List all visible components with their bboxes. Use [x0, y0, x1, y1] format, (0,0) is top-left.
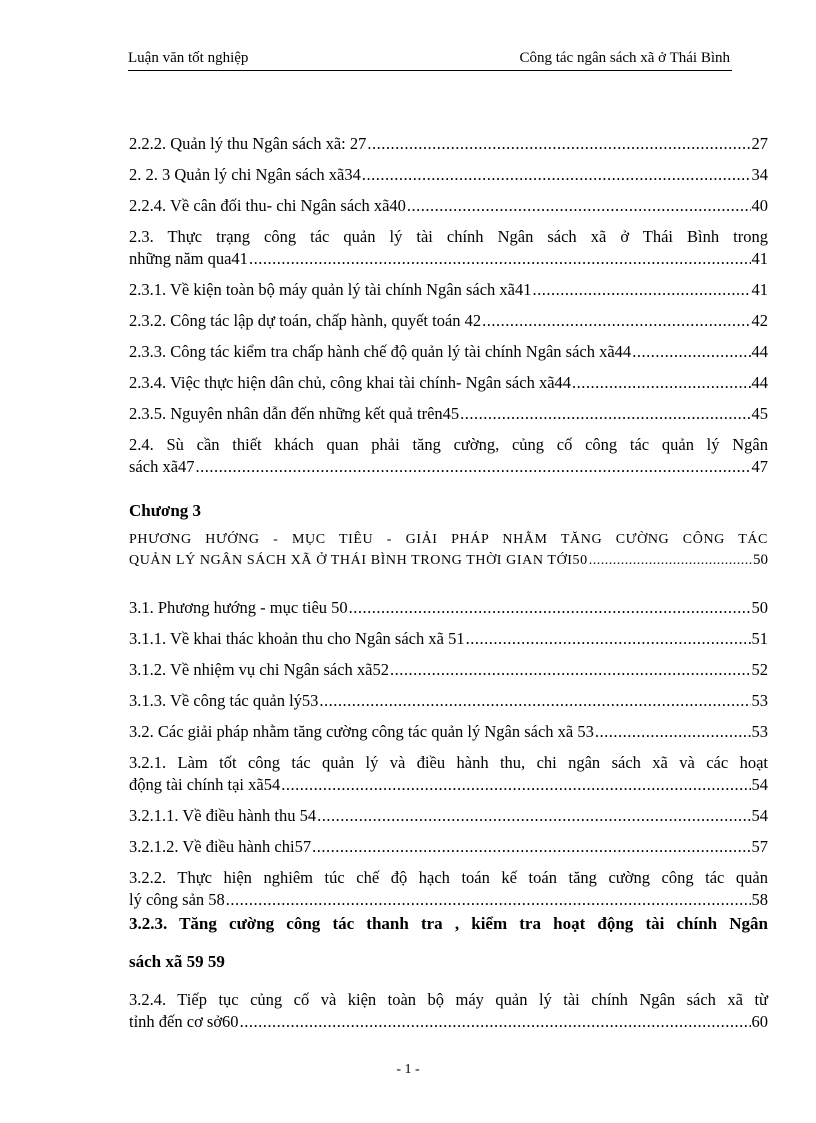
toc-entry-3-2-2[interactable]: 3.2.2. Thực hiện nghiêm túc chế độ hạch toán kế toán tăng cường công tác quản lý công sản 58 ..... 58	[129, 867, 768, 911]
toc-page-number: 60	[751, 1012, 768, 1031]
toc-page-number: 50	[751, 598, 768, 617]
toc-entry-3-1-2[interactable]: 3.1.2. Về nhiệm vụ chi Ngân sách xã52 ..... 52	[129, 659, 768, 681]
toc-entry-2-3[interactable]: 2.3. Thực trạng công tác quản lý tài chính Ngân sách xã ở Thái Bình trong những năm qua41 ..... 41	[129, 226, 768, 270]
toc-page-number: 27	[751, 134, 768, 153]
toc-entry-2-2-4[interactable]: 2.2.4. Về cân đối thu- chi Ngân sách xã40 ..... 40	[129, 195, 768, 217]
toc-page-number: 53	[751, 722, 768, 741]
toc-entry-3-2-4[interactable]: 3.2.4. Tiếp tục củng cố và kiện toàn bộ máy quản lý tài chính Ngân sách xã từ tỉnh đến cơ sở60 ..... 60	[129, 989, 768, 1033]
toc-entry-3-2-1-1[interactable]: 3.2.1.1. Về điều hành thu 54 ..... 54	[129, 805, 768, 827]
toc-page-number: 54	[751, 775, 768, 794]
toc-entry-2-3-1[interactable]: 2.3.1. Về kiện toàn bộ máy quản lý tài chính Ngân sách xã41 ..... 41	[129, 279, 768, 301]
toc-entry-2-4[interactable]: 2.4. Sù cần thiết khách quan phải tăng cường, củng cố công tác quản lý Ngân sách xã47 ..... 47	[129, 434, 768, 478]
chapter-heading: Chương 3	[129, 501, 202, 520]
toc-entry-3-2-3[interactable]: 3.2.3. Tăng cường công tác thanh tra , kiểm tra hoạt động tài chính Ngân sách xã 59 59	[129, 914, 768, 971]
toc-page-number: 42	[751, 311, 768, 330]
page-number-footer: - 1 -	[396, 1062, 420, 1077]
toc-page-number: 40	[751, 196, 768, 215]
toc-entry-3-2[interactable]: 3.2. Các giải pháp nhằm tăng cường công tác quản lý Ngân sách xã 53 ..... 53	[129, 721, 768, 743]
toc-entry-2-2-2[interactable]: 2.2.2. Quản lý thu Ngân sách xã: 27 ..... 27	[129, 133, 768, 155]
toc-page-number: 45	[751, 404, 768, 423]
toc-entry-2-3-4[interactable]: 2.3.4. Việc thực hiện dân chủ, công khai tài chính- Ngân sách xã44 ..... 44	[129, 372, 768, 394]
toc-page-number: 47	[751, 457, 768, 476]
toc-page-number: 51	[751, 629, 768, 648]
toc-entry-3-2-1[interactable]: 3.2.1. Làm tốt công tác quản lý và điều hành thu, chi ngân sách xã và các hoạt động tài chính tại xã54 ..... 54	[129, 752, 768, 796]
toc-entry-2-3-3[interactable]: 2.3.3. Công tác kiểm tra chấp hành chế độ quản lý tài chính Ngân sách xã44 ..... 44	[129, 341, 768, 363]
toc-page-number: 53	[751, 691, 768, 710]
toc-page-number: 52	[751, 660, 768, 679]
toc-page-number: 58	[751, 890, 768, 909]
header-left-title: Luận văn tốt nghiệp	[128, 50, 249, 66]
toc-entry-3-1[interactable]: 3.1. Phương hướng - mục tiêu 50 ..... 50	[129, 597, 768, 619]
header-right-title: Công tác ngân sách xã ở Thái Bình	[519, 50, 730, 66]
toc-entry-2-3-2[interactable]: 2.3.2. Công tác lập dự toán, chấp hành, quyết toán 42 ..... 42	[129, 310, 768, 332]
toc-page-number: 34	[751, 165, 768, 184]
toc-entry-2-3-5[interactable]: 2.3.5. Nguyên nhân dẫn đến những kết quả trên45 ..... 45	[129, 403, 768, 425]
toc-entry-3-1-1[interactable]: 3.1.1. Về khai thác khoản thu cho Ngân sách xã 51 ..... 51	[129, 628, 768, 650]
toc-page-number: 50	[753, 552, 768, 568]
toc-page-number: 41	[751, 280, 768, 299]
toc-page-number: 54	[751, 806, 768, 825]
toc-page-number: 41	[751, 249, 768, 268]
page-header	[128, 48, 732, 71]
chapter-title-entry[interactable]: PHƯƠNG HƯỚNG - MỤC TIÊU - GIẢI PHÁP NHẰM TĂNG CƯỜNG CÔNG TÁC QUẢN LÝ NGÂN SÁCH XÃ Ở THÁI BÌNH TRONG THỜI GIAN TỚI50 ..... 50	[129, 530, 768, 571]
toc-entry-2-2-3[interactable]: 2. 2. 3 Quản lý chi Ngân sách xã34 ..... 34	[129, 164, 768, 186]
toc-entry-3-2-1-2[interactable]: 3.2.1.2. Về điều hành chi57 ..... 57	[129, 836, 768, 858]
toc-page-number: 57	[751, 837, 768, 856]
toc-page-number: 44	[751, 342, 768, 361]
table-of-contents	[129, 133, 768, 1042]
toc-entry-3-1-3[interactable]: 3.1.3. Về công tác quản lý53 ..... 53	[129, 690, 768, 712]
toc-page-number: 44	[751, 373, 768, 392]
